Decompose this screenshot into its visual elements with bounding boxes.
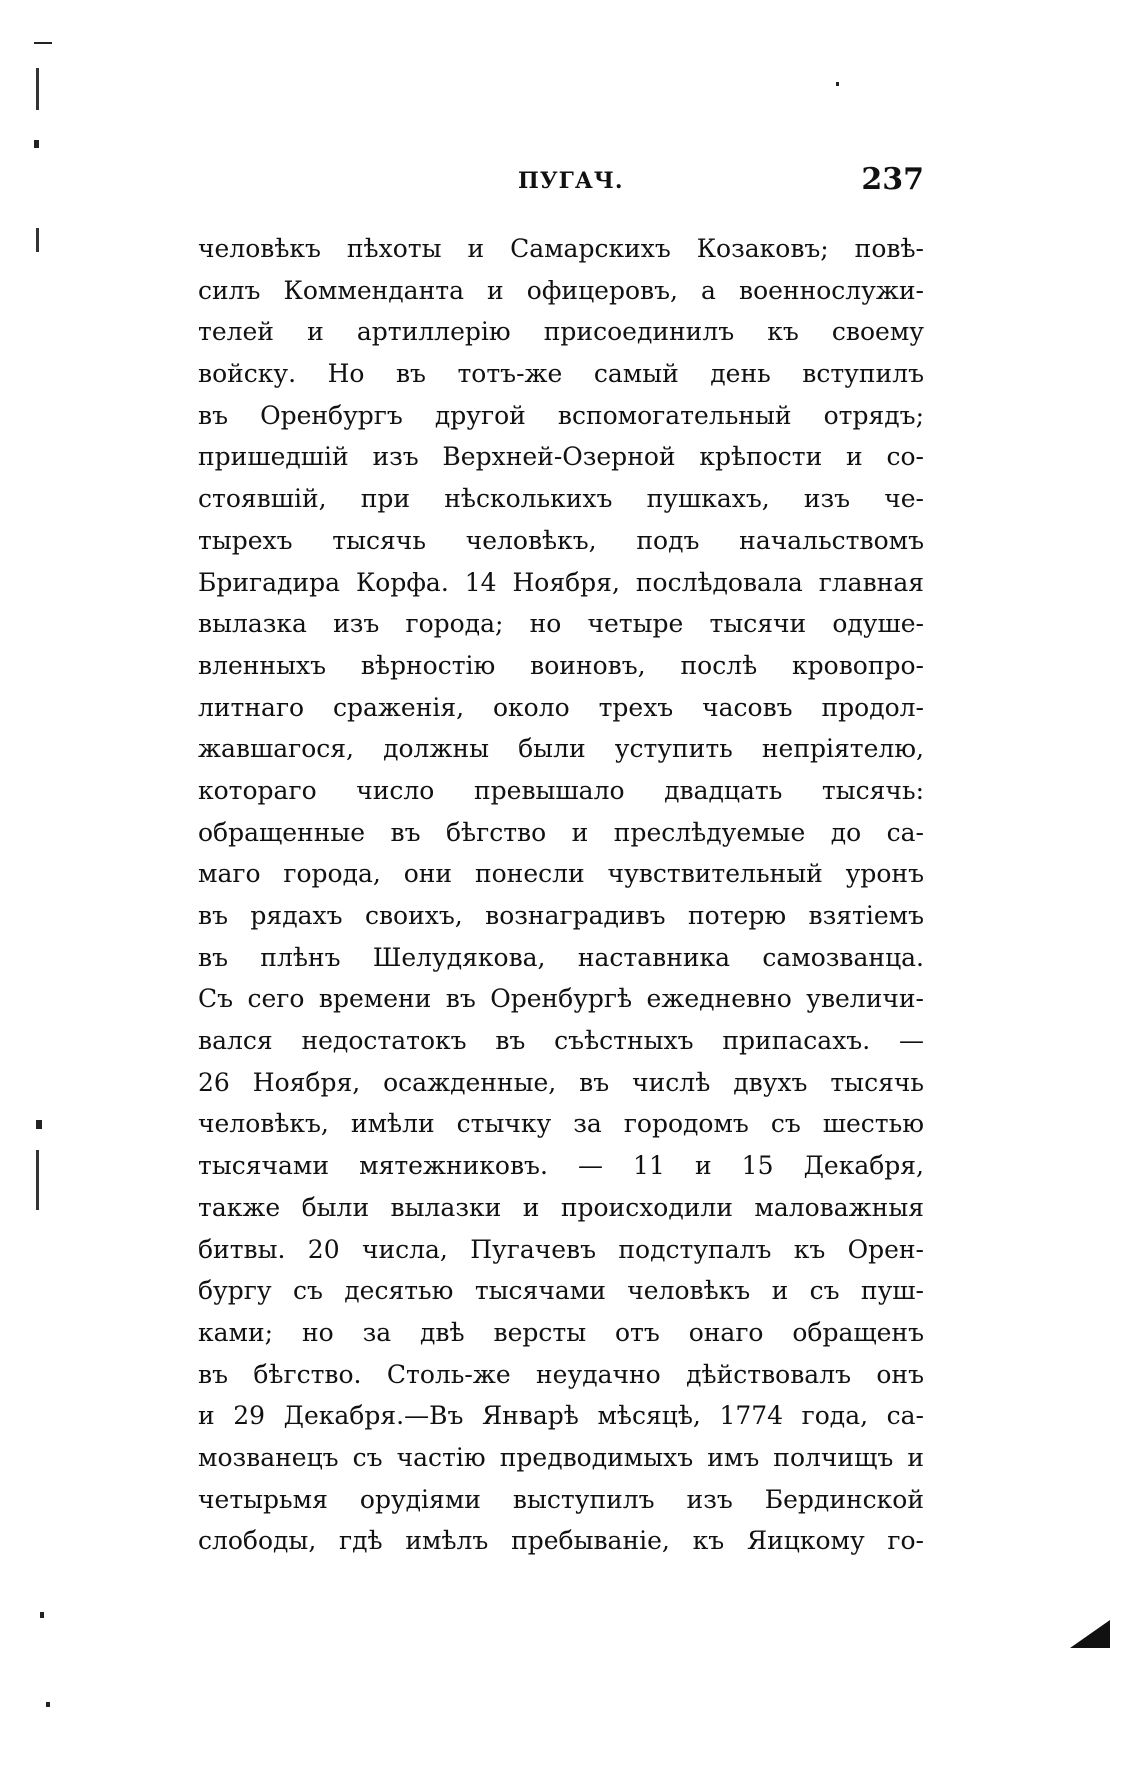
- text-line: человѣкъ, имѣли стычку за городомъ съ шестью: [198, 1109, 924, 1139]
- text-line: 26 Ноября, осажденные, въ числѣ двухъ тысячь: [198, 1067, 924, 1097]
- text-line: тысячами мятежниковъ. — 11 и 15 Декабря,: [198, 1151, 924, 1181]
- text-line: ками; но за двѣ версты отъ онаго обращенъ: [198, 1317, 924, 1347]
- text-line: котораго число превышало двадцать тысячь:: [198, 775, 924, 805]
- text-line: въ Оренбургъ другой вспомогательный отрядъ;: [198, 400, 924, 430]
- body-text: [198, 228, 924, 1562]
- text-line: и 29 Декабря.—Въ Январѣ мѣсяцѣ, 1774 года, са-: [198, 1401, 924, 1431]
- page-number: 237: [861, 162, 924, 197]
- scan-edge-mark: [36, 228, 39, 252]
- running-head: [198, 162, 924, 208]
- text-line: въ плѣнъ Шелудякова, наставника самозванца.: [198, 942, 924, 972]
- text-line: также были вылазки и происходили маловажныя: [198, 1192, 924, 1222]
- text-line: литнаго сраженія, около трехъ часовъ продол-: [198, 692, 924, 722]
- text-line: войску. Но въ тотъ-же самый день вступилъ: [198, 359, 924, 389]
- text-line: Бригадира Корфа. 14 Ноября, послѣдовала главная: [198, 567, 924, 597]
- text-line: битвы. 20 числа, Пугачевъ подступалъ къ Орен-: [198, 1234, 924, 1264]
- text-line: въ рядахъ своихъ, вознаградивъ потерю взятіемъ: [198, 901, 924, 930]
- text-line: пришедшій изъ Верхней-Озерной крѣпости и со-: [198, 442, 924, 472]
- text-line: человѣкъ пѣхоты и Самарскихъ Козаковъ; повѣ-: [198, 234, 924, 263]
- scan-edge-mark: [36, 1150, 39, 1210]
- text-line: силъ Коммендантa и офицеровъ, а военнослужи-: [198, 275, 924, 305]
- text-line: вленныхъ вѣрностію воиновъ, послѣ кровопро-: [198, 650, 924, 680]
- scan-dash-mark: [34, 42, 52, 44]
- text-line: обращенные въ бѣгство и преслѣдуемые до са-: [198, 817, 924, 847]
- text-line: вылазка изъ города; но четыре тысячи одуше-: [198, 609, 924, 639]
- text-line: телей и артиллерію присоединилъ къ своему: [198, 317, 924, 347]
- scan-dot-mark: [34, 140, 39, 148]
- scan-edge-mark: [36, 68, 39, 110]
- running-title: ПУГАЧ.: [518, 168, 624, 194]
- text-line: вался недостатокъ въ съѣстныхъ припасахъ. —: [198, 1026, 924, 1056]
- scan-dot-mark: [46, 1702, 50, 1707]
- text-line: тырехъ тысячь человѣкъ, подъ начальствомъ: [198, 525, 924, 555]
- scan-dot-mark: [36, 1120, 42, 1129]
- text-line: четырьмя орудіями выступилъ изъ Бердинской: [198, 1484, 924, 1514]
- scan-dot-mark: [836, 82, 839, 86]
- text-line: стоявшій, при нѣсколькихъ пушкахъ, изъ че-: [198, 484, 924, 514]
- ink-blot-mark: [1070, 1620, 1110, 1648]
- scan-dot-mark: [40, 1612, 44, 1618]
- text-line: слободы, гдѣ имѣлъ пребываніе, къ Яицкому го-: [198, 1526, 924, 1556]
- text-line: бургу съ десятью тысячами человѣкъ и съ пуш-: [198, 1276, 924, 1306]
- text-line: жавшагося, должны были уступить непріятелю,: [198, 734, 924, 764]
- text-line: въ бѣгство. Столь-же неудачно дѣйствовалъ онъ: [198, 1359, 924, 1389]
- text-line: маго города, они понесли чувствительный уронъ: [198, 859, 924, 889]
- text-line: Съ сего времени въ Оренбургѣ ежедневно увеличи-: [198, 984, 924, 1014]
- text-line: мозванецъ съ частію предводимыхъ имъ полчищъ и: [198, 1442, 924, 1472]
